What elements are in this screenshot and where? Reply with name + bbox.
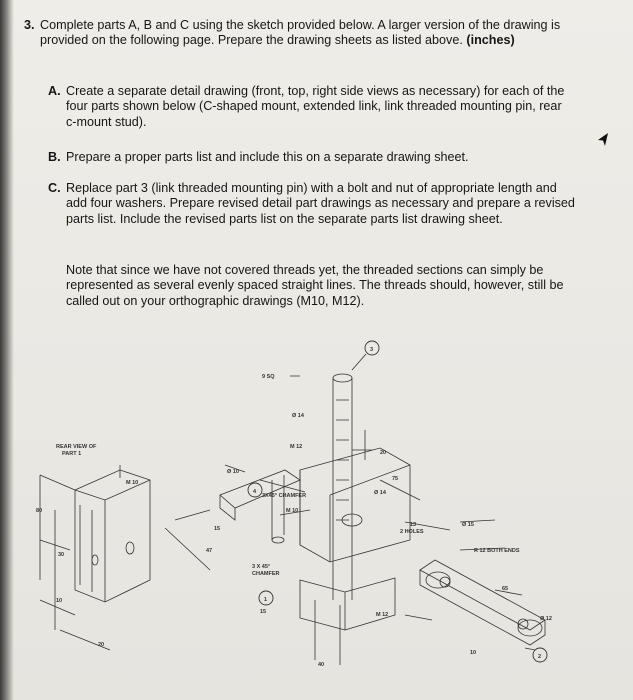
item-a-label: A. [48,84,61,98]
item-b-text: Prepare a proper parts list and include this on a separate drawing sheet. [66,150,469,164]
label-holes-2: 2 HOLES [400,529,424,535]
label-dim-15b: 15 [260,609,267,615]
label-r12: R 12 BOTH ENDS [474,548,520,554]
question-number: 3. [24,18,35,32]
item-c-text: Replace part 3 (link threaded mounting pin) with a bolt and nut of appropriate length and add four washers. Prepare revised detail part drawings as necessary and prepare a revised parts list. Include the revised parts list on the separate parts list drawing sheet. [66,181,575,226]
label-dim-15a: 15 [214,526,221,532]
label-dim-75: 75 [392,476,399,482]
label-rear-view-1: REAR VIEW OF [56,444,97,450]
label-dim-40: 40 [318,662,325,668]
label-dim-20: 20 [98,642,105,648]
intro-text: Complete parts A, B and C using the sketch provided below. A larger version of the drawing is provided on the following page. Prepare the drawing sheets as listed above. [40,18,561,48]
label-holes-1: 13 [410,522,417,528]
label-dia14b: Ø 14 [374,490,386,496]
label-dim-10: 10 [56,598,63,604]
label-dia10: Ø 10 [227,469,239,475]
label-dim-10b: 10 [470,650,477,656]
label-dia12: Ø 12 [540,616,552,622]
callout-2: 2 [538,654,542,660]
threads-note: Note that since we have not covered threads yet, the threaded sections can simply be represented as several evenly spaced straight lines. The threads should, however, still be called out on your orthographic drawings (M10, M12). [66,263,564,308]
label-dia15: Ø 15 [462,522,474,528]
callout-4: 4 [253,489,257,495]
item-c-label: C. [48,181,61,195]
label-dia14: Ø 14 [292,413,304,419]
label-m12-bottom: M 12 [376,612,389,618]
units-note: (inches) [466,33,515,48]
callout-3: 3 [370,347,374,353]
dimension-labels [36,347,552,668]
label-chamfer2-2: CHAMFER [252,571,280,577]
label-chamfer1: 3X45° CHAMFER [262,493,307,499]
label-chamfer2-1: 3 X 45° [252,564,271,570]
question-intro [40,18,585,49]
assembly-sketch [0,330,633,700]
label-dim-65: 65 [502,586,509,592]
label-dim-80: 80 [36,508,43,514]
item-a-text: Create a separate detail drawing (front, top, right side views as necessary) for each of the four parts shown below (C-shaped mount, extended link, link threaded mounting pin, rear c-mount stud). [66,84,565,129]
sketch-lines [40,341,547,665]
label-m12-top: M 12 [290,444,303,450]
callout-1: 1 [264,597,268,603]
label-sq: 9 SQ [262,374,275,380]
label-rear-view-2: PART 1 [62,451,82,457]
item-b-label: B. [48,150,61,164]
label-dim-30: 30 [58,552,65,558]
label-dim-47: 47 [206,548,213,554]
label-dim-20b: 20 [380,450,387,456]
label-m10-mid: M 10 [286,508,299,514]
label-m10-left: M 10 [126,480,139,486]
mouse-pointer-icon [596,132,610,148]
